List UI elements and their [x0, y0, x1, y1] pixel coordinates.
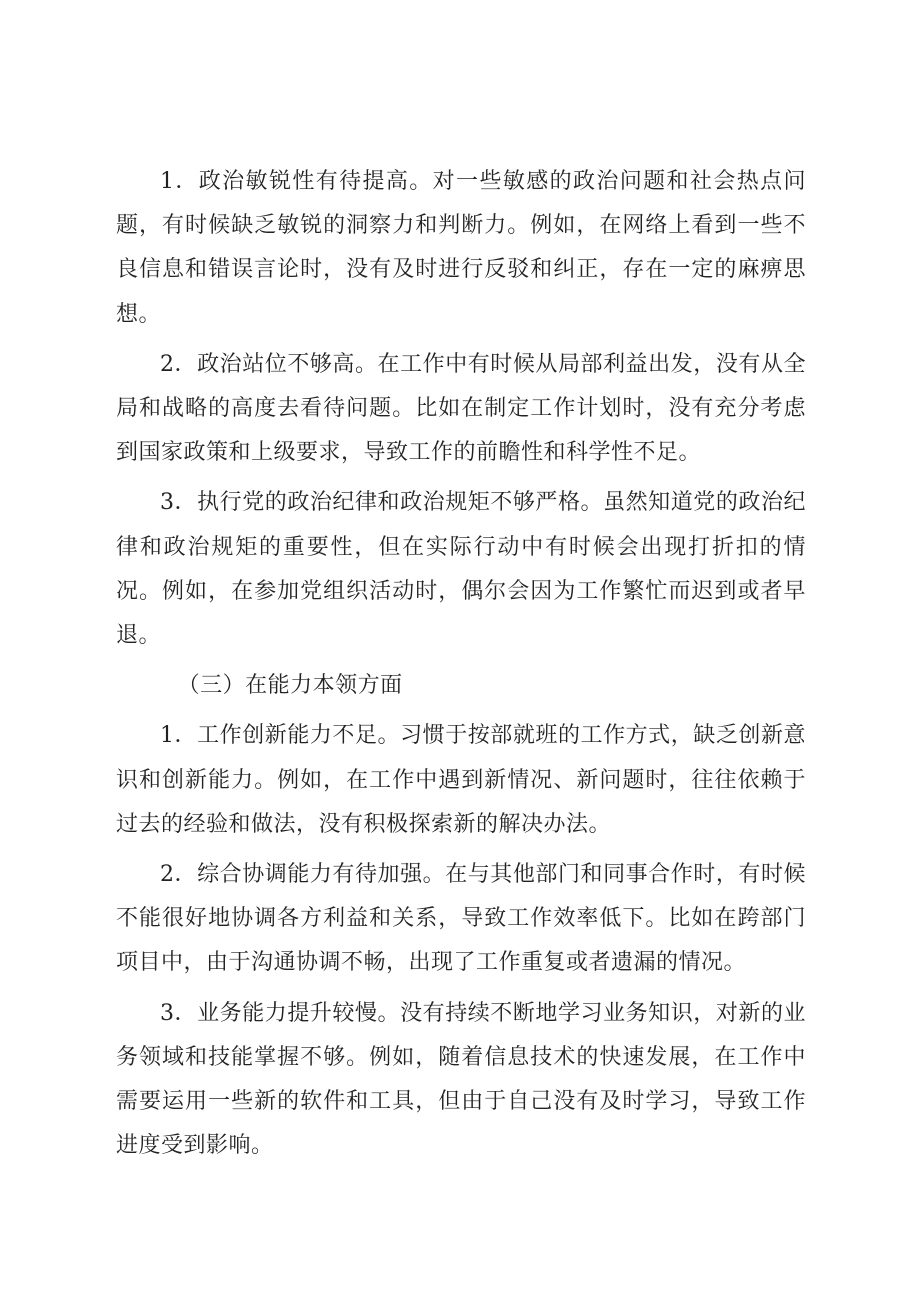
paragraph-business-ability: 3．业务能力提升较慢。没有持续不断地学习业务知识，对新的业务领域和技能掌握不够。例如，随着信息技术的快速发展，在工作中需要运用一些新的软件和工具，但由于自己没有及时学习，导致工作进度受到影响。 — [116, 1000, 806, 1159]
paragraph-political-sensitivity: 1．政治敏锐性有待提高。对一些敏感的政治问题和社会热点问题，有时候缺乏敏锐的洞察力和判断力。例如，在网络上看到一些不良信息和错误言论时，没有及时进行反驳和纠正，存在一定的麻痹思想。 — [116, 169, 806, 327]
paragraph-political-standpoint: 2．政治站位不够高。在工作中有时候从局部利益出发，没有从全局和战略的高度去看待问题。比如在制定工作计划时，没有充分考虑到国家政策和上级要求，导致工作的前瞻性和科学性不足。 — [116, 351, 806, 466]
paragraph-innovation-ability: 1．工作创新能力不足。习惯于按部就班的工作方式，缺乏创新意识和创新能力。例如，在工作中遇到新情况、新问题时，往往依赖于过去的经验和做法，没有积极探索新的解决办法。 — [116, 723, 806, 837]
paragraph-party-discipline: 3．执行党的政治纪律和政治规矩不够严格。虽然知道党的政治纪律和政治规矩的重要性，但在实际行动中有时候会出现打折扣的情况。例如，在参加党组织活动时，偶尔会因为工作繁忙而迟到或者早退。 — [116, 490, 806, 649]
document-body — [116, 160, 806, 1174]
section-heading-ability: （三）在能力本领方面 — [177, 673, 403, 699]
paragraph-coordination-ability: 2．综合协调能力有待加强。在与其他部门和同事合作时，有时候不能很好地协调各方利益和关系，导致工作效率低下。比如在跨部门项目中，由于沟通协调不畅，出现了工作重复或者遗漏的情况。 — [116, 862, 806, 976]
